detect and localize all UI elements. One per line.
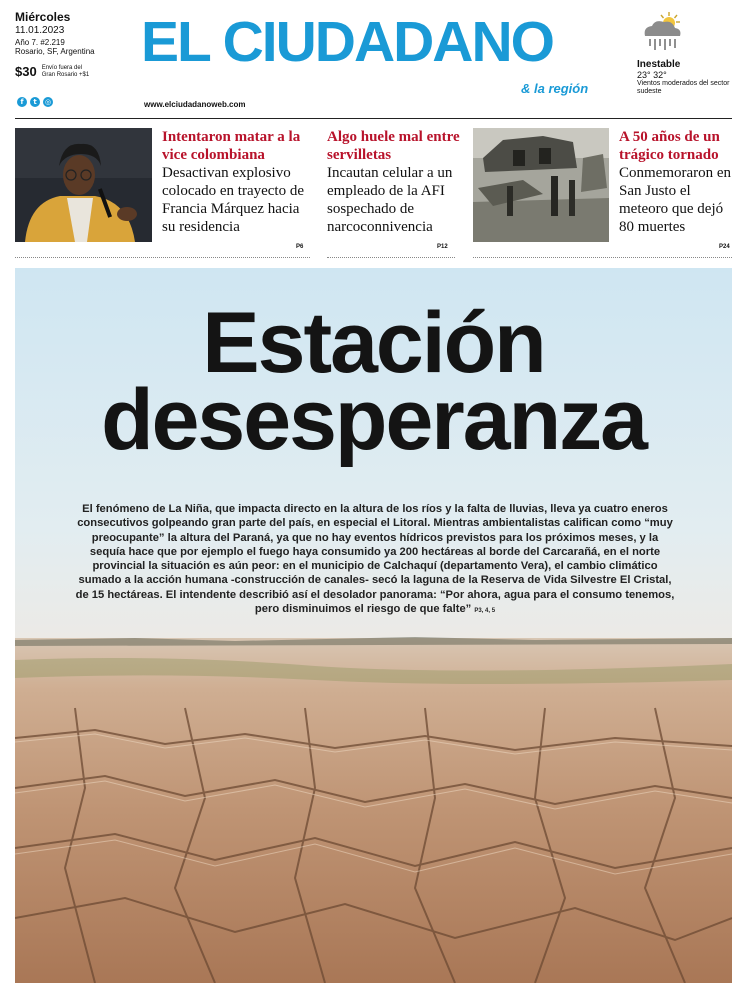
weather-description: Vientos moderados del sector sudeste [637,80,730,96]
tornado-ruins-photo-icon [473,128,609,242]
main-story[interactable] [15,268,732,983]
masthead-divider [15,118,732,119]
edition-location: Rosario, SF, Argentina [15,47,95,57]
teaser-headline-2[interactable]: Algo huele mal entre servilletas [327,129,460,163]
newspaper-logo[interactable] [141,10,591,84]
edition-date: 11.01.2023 [15,24,65,36]
teaser-subhead-2: Incautan celular a un empleado de la AFI sospechado de narcoconnivencia [327,165,453,235]
main-lead-text: El fenómeno de La Niña, que impacta directo en la altura de los ríos y la falta de lluvias, lleva ya cuatro eneros consecutivos golpeando gran parte del país, en especial el Litoral. Mientras ambientalistas califican como “muy preocupante” la altura del Paraná, ya que no hay eventos hídricos previstos para los próximos meses, y la sequía hace que por ejemplo el fuego haya consumido ya 200 hectáreas al borde del Carcarañá, en el norte provincial la situación es aún peor: en el municipio de Calchaquí (departamento Vera), el cambio climático sumado a la acción humana -construcción de canales- secó la laguna de la Reserva de Vida Silvestre El Cristal, de 15 hectáreas. El intendente describió así el desolador panorama: “Por ahora, agua para el consumo tenemos, pero disminuimos el riesgo de que falte” [75,503,675,616]
edition-number: Año 7. #2.219 [15,38,65,48]
twitter-icon[interactable]: t [30,97,40,107]
weather-condition: Inestable [637,59,681,70]
main-headline-line1: Estación [202,295,545,391]
teaser-divider-2 [327,257,455,258]
main-headline-line2: desesperanza [101,372,646,468]
weather-temperature: 23° 32° [637,70,667,80]
main-lead [75,502,675,618]
teaser-page-1: P6 [296,244,304,250]
teaser-photo-tornado[interactable] [473,128,609,242]
person-photo-icon [15,128,152,242]
instagram-icon[interactable]: ◎ [44,98,52,106]
rain-cloud-sun-icon [639,10,685,54]
teaser-page-3: P24 [719,244,730,250]
teaser-headline-3[interactable]: A 50 años de un trágico tornado [619,129,720,163]
price-block [15,64,92,79]
facebook-icon[interactable]: f [17,97,27,107]
price-note: Envío fuera del Gran Rosario +$1 [41,64,90,78]
teaser-divider-1 [15,257,310,258]
main-lead-pages: P3, 4, 5 [474,608,496,615]
teaser-divider-3 [473,257,732,258]
social-links [17,97,53,107]
edition-day: Miércoles [15,10,71,24]
weather-box [637,10,732,96]
teaser-subhead-1: Desactivan explosivo colocado en trayecto de Francia Márquez hacia su residencia [162,165,305,235]
teaser-subhead-3: Conmemoraron en San Justo el meteoro que dejó 80 muertes [619,165,732,235]
masthead-meta [15,11,95,57]
teaser-headline-1[interactable]: Intentaron matar a la vice colombiana [162,129,301,163]
teaser-photo-vice-president[interactable] [15,128,152,242]
price: $30 [15,64,37,79]
website-link[interactable]: www.elciudadanoweb.com [144,100,246,109]
teaser-page-2: P12 [437,244,448,250]
logo-text: EL CIUDADANO [141,10,553,74]
logo-region: & la región [521,81,589,96]
